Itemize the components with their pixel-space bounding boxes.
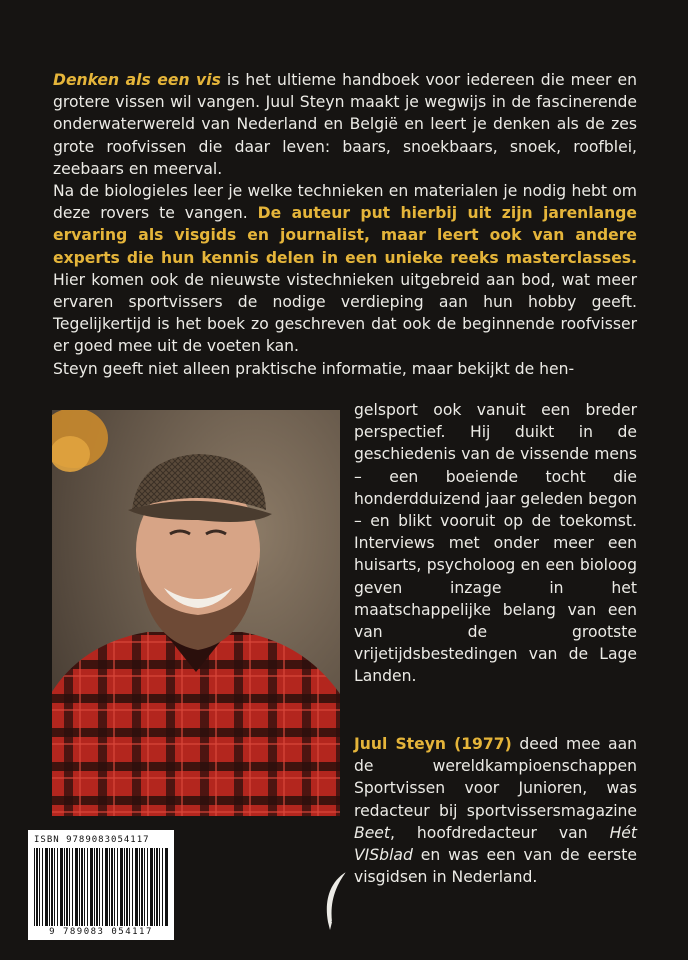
author-name: Juul Steyn (1977) [354,735,512,753]
blurb-right-column [354,399,637,688]
intro-paragraph-3: Steyn geeft niet alleen praktische informatie, maar bekijkt de hen- [53,359,575,378]
isbn-label: ISBN 9789083054117 [34,835,150,845]
magazine-name-1: Beet [354,823,390,842]
highlighted-quote: De auteur put hierbij uit zijn jarenlange ervaring als visgids en journalist, maar leert ook van andere experts die hun kennis delen in een unieke reeks masterclasses. [53,204,637,267]
right-column-paragraph: gelsport ook vanuit een breder perspectief. Hij duikt in de geschiedenis van de vissende mens – een boeiende tocht die honderdduizend jaar geleden begon – en blikt vooruit op de toekomst. Interviews met onder meer een huisarts, psycholoog en een bioloog geven inzage in het maatschappelijke belang van een van de grootste vrijetijdsbestedingen van de Lage Landen. [354,401,637,686]
author-bio [354,733,637,888]
barcode-bars [34,848,168,926]
quill-pen-icon [316,870,356,932]
bio-text-3: en was een van de eerste visgidsen in Nederland. [354,846,637,887]
bio-text-1: deed mee aan de wereldkampioenschappen Sportvissen voor Junioren, was redacteur bij sportvissersmagazine [354,735,638,820]
intro-text-2: Na de biologieles leer je welke technieken en materialen je nodig hebt om deze rovers te vangen. [53,182,637,223]
blurb-intro [53,69,637,380]
barcode-digits: 9 789083 054117 [49,927,153,937]
magazine-name-2: Hét VISblad [354,823,637,865]
bio-text-2: , hoofdredacteur van [390,823,610,842]
bio-paragraph [354,733,637,888]
book-title: Denken als een vis [53,71,221,89]
intro-paragraph-1 [53,69,637,180]
barcode [28,830,174,940]
intro-text-1: is het ultieme handboek voor iedereen die meer en grotere vissen wil vangen. Juul Steyn maakt je wegwijs in de fascinerende onderwaterwereld van Nederland en België en leert je denken als de zes grote roofvissen die daar leven: baars, snoekbaars, snoek, roofblei, zeebaars en meerval. [53,71,637,178]
author-portrait [52,410,340,816]
intro-text-3: Hier komen ook de nieuwste vistechnieken uitgebreid aan bod, wat meer ervaren sportvissers de nodige verdieping aan hun hobby geeft. Tegelijkertijd is het boek zo geschreven dat ook de beginnende roofvisser er goed mee uit de voeten kan. [53,270,637,356]
intro-paragraph-2 [53,180,637,358]
author-photo [52,410,340,816]
